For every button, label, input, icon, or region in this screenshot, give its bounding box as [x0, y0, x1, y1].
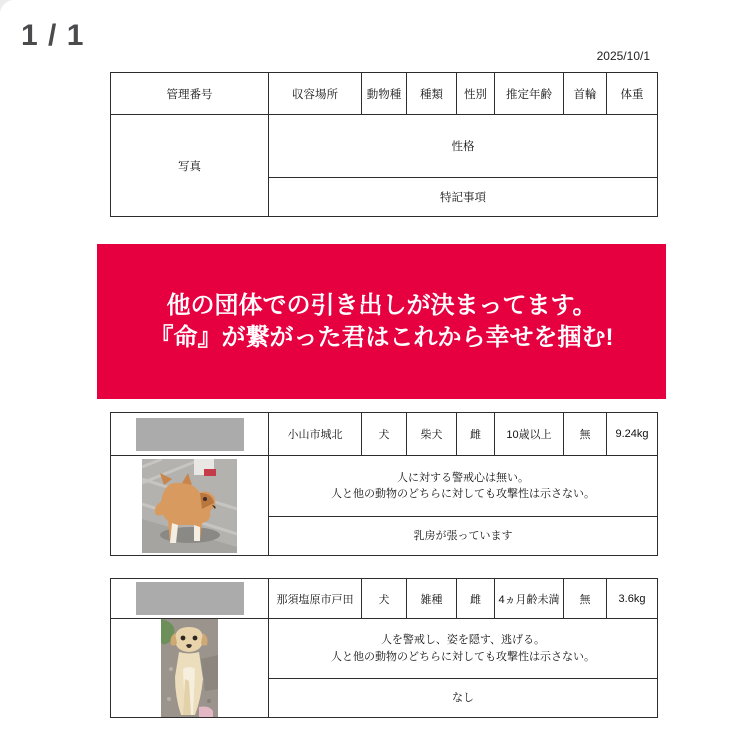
notes-label-cell: 特記事項: [440, 192, 486, 204]
animal-1-personality-line2: 人と他の動物のどちらに対しても攻撃性は示さない。: [331, 488, 595, 500]
animal-1-location: 小山市城北: [269, 413, 362, 455]
col-header-location: 収容場所: [269, 73, 362, 114]
animal-2-breed: 雑種: [407, 579, 457, 618]
col-header-management-number: 管理番号: [111, 73, 269, 114]
animal-1-right-column: [269, 456, 657, 555]
animal-1-collar: 無: [564, 413, 607, 455]
animal-2-personality-line2: 人と他の動物のどちらに対しても攻撃性は示さない。: [331, 650, 595, 663]
animal-1-management-number-cell: [111, 413, 269, 455]
animal-1-age: 10歳以上: [495, 413, 564, 455]
col-header-collar: 首輪: [564, 73, 607, 114]
animal-1-personality: [269, 456, 657, 517]
page-indicator: 1 / 1: [21, 19, 85, 52]
animal-1-breed: 柴犬: [407, 413, 457, 455]
animal-1-sex: 雌: [457, 413, 495, 455]
col-header-breed: 種類: [407, 73, 457, 114]
animal-1-weight: 9.24kg: [615, 428, 649, 440]
photo-label-cell: 写真: [111, 115, 269, 216]
animal-2-notes: なし: [452, 692, 474, 704]
animal-1-notes: 乳房が張っています: [413, 530, 513, 542]
legend-body-row: [111, 115, 657, 216]
animal-2-age: 4ヵ月齢未満: [495, 579, 564, 618]
animal-2-management-number-cell: [111, 579, 269, 618]
animal-1-body-row: [111, 456, 657, 555]
animal-2-location: 那須塩原市戸田: [269, 579, 362, 618]
animal-table-1: [110, 412, 658, 556]
legend-right-column: [269, 115, 657, 216]
animal-1-species: 犬: [362, 413, 407, 455]
legend-header-row: [111, 73, 657, 115]
animal-2-sex: 雌: [457, 579, 495, 618]
redacted-box: [136, 418, 244, 451]
animal-2-right-column: [269, 619, 657, 717]
col-header-species: 動物種: [362, 73, 407, 114]
animal-2-species: 犬: [362, 579, 407, 618]
banner-line-2: 『命』が繋がった君はこれから幸せを掴む!: [149, 323, 614, 351]
col-header-age: 推定年齢: [495, 73, 564, 114]
animal-1-personality-line1: 人に対する警戒心は無い。: [397, 471, 529, 484]
banner-line-1: 他の団体での引き出しが決まってます。: [166, 291, 597, 319]
animal-table-2: [110, 578, 658, 718]
animal-1-photo-cell: [111, 456, 269, 555]
col-header-weight: 体重: [620, 88, 644, 101]
dog-photo-puppy: [161, 619, 218, 717]
redacted-box: [136, 582, 244, 615]
personality-label-cell: 性格: [269, 115, 657, 178]
announcement-banner: [97, 244, 666, 399]
animal-2-info-row: [111, 579, 657, 619]
animal-2-personality-line1: 人を警戒し、姿を隠す、逃げる。: [380, 634, 546, 646]
animal-2-collar: 無: [564, 579, 607, 618]
animal-2-photo-cell: [111, 619, 269, 717]
dog-photo-shiba: [142, 459, 237, 553]
animal-2-weight: 3.6kg: [618, 592, 646, 605]
document-date: 2025/10/1: [596, 49, 650, 63]
animal-2-body-row: [111, 619, 657, 717]
animal-1-info-row: [111, 413, 657, 456]
animal-2-personality: [269, 619, 657, 679]
legend-table: [110, 72, 658, 217]
col-header-sex: 性別: [457, 73, 495, 114]
